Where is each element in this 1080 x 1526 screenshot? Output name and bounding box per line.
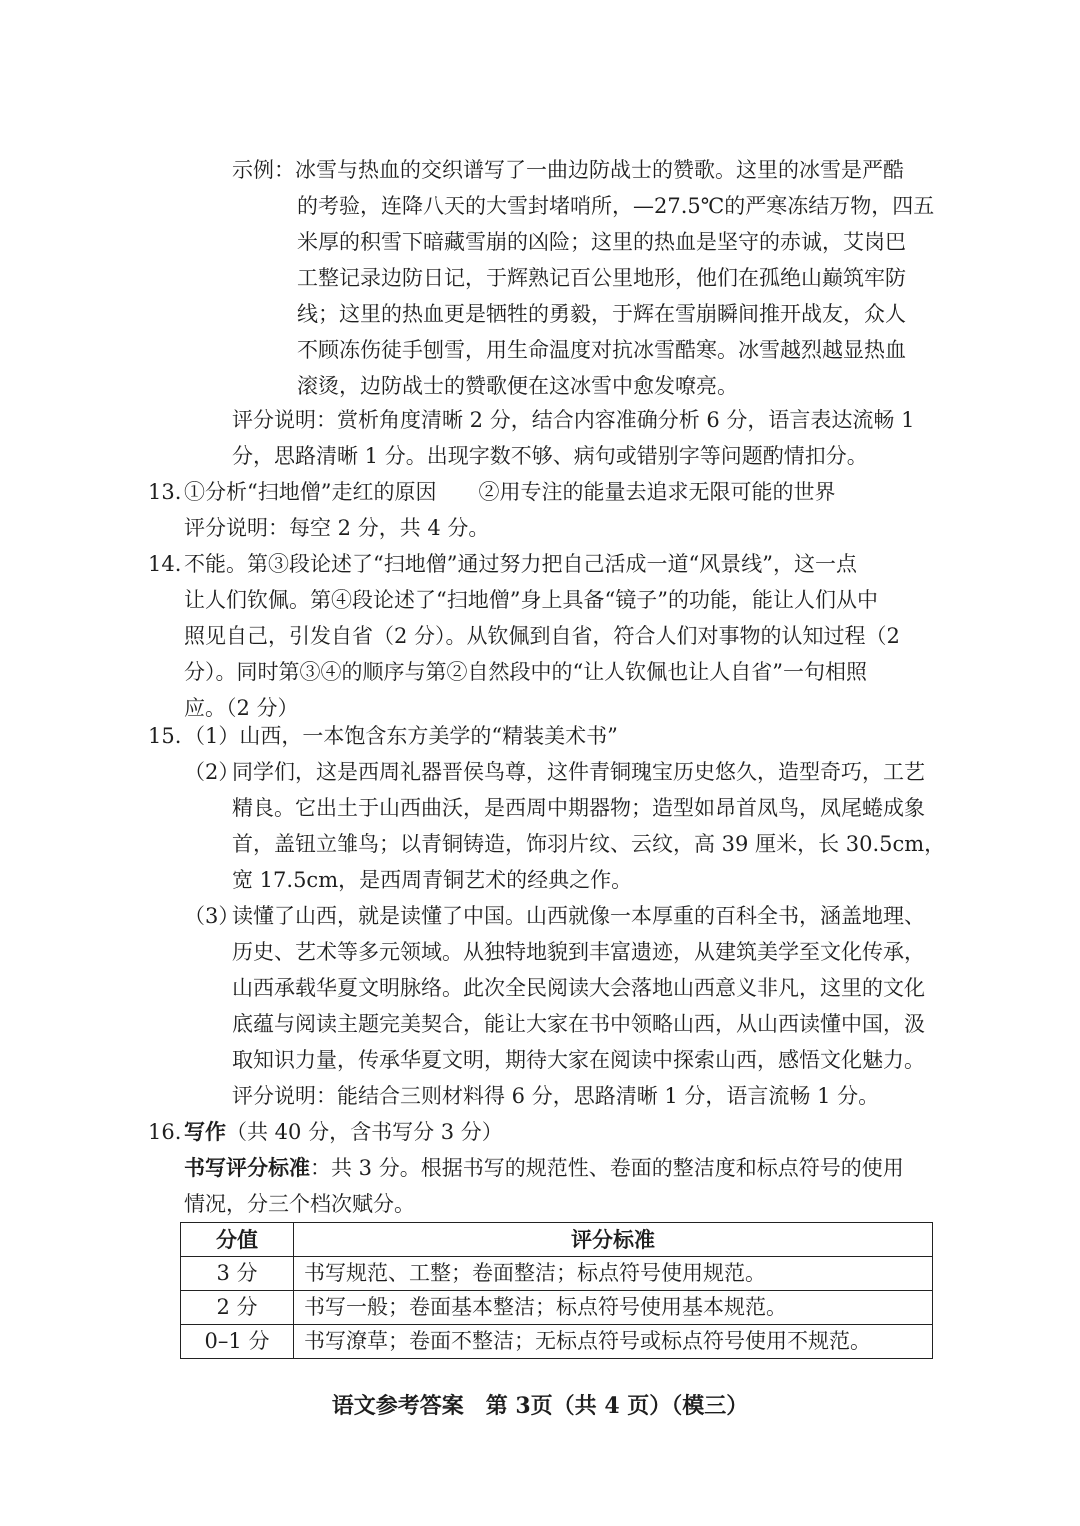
page-footer: 语文参考答案 第 3页（共 4 页）（模三） [331,1393,749,1419]
q15-line-1 [148,718,618,754]
q16-standard-label: 书写评分标准 [184,1155,310,1180]
table-cell-criteria: 书写一般；卷面基本整洁；标点符号使用基本规范。 [294,1291,933,1325]
example-line-2: 的考验，连降八天的大雪封堵哨所，—27.5℃的严寒冻结万物，四五 [297,194,935,218]
scoring-table [180,1222,933,1359]
table-row [181,1291,933,1325]
q15-part3-line-3: 山西承载华夏文明脉络。此次全民阅读大会落地山西意义非凡，这里的文化 [232,976,925,1000]
table-header-score: 分值 [181,1223,294,1257]
table-row [181,1257,933,1291]
q15-part3-scoring: 评分说明：能结合三则材料得 6 分，思路清晰 1 分，语言流畅 1 分。 [232,1084,880,1108]
table-header-criteria: 评分标准 [294,1223,933,1257]
q14-text-1: 不能。第③段论述了“扫地僧”通过努力把自己活成一道“风景线”，这一点 [184,552,857,576]
q15-part2-line-1: 同学们，这是西周礼器晋侯鸟尊，这件青铜瑰宝历史悠久，造型奇巧，工艺 [232,760,925,784]
q16-standard-line-2: 情况，分三个档次赋分。 [184,1192,415,1216]
q15-part1: （1）山西，一本饱含东方美学的“精装美术书” [184,724,618,748]
q15-part3-line-5: 取知识力量，传承华夏文明，期待大家在阅读中探索山西，感悟文化魅力。 [232,1048,925,1072]
q15-part2-line-4: 宽 17.5cm，是西周青铜艺术的经典之作。 [232,868,633,892]
q14-line-1 [148,546,857,582]
example-scoring-line-2: 分，思路清晰 1 分。出现字数不够、病句或错别字等问题酌情扣分。 [232,444,868,468]
table-cell-score: 3 分 [181,1257,294,1291]
q16-standard-line-1 [184,1150,904,1186]
q15-part3-line-4: 底蕴与阅读主题完美契合，能让大家在书中领略山西，从山西读懂中国，汲 [232,1012,925,1036]
table-cell-score: 2 分 [181,1291,294,1325]
q14-line-3: 照见自己，引发自省（2 分）。从钦佩到自省，符合人们对事物的认知过程（2 [184,624,900,648]
example-line-4: 工整记录边防日记，于辉熟记百公里地形，他们在孤绝山巅筑牢防 [297,266,906,290]
q13-number: 13. [148,480,182,504]
q15-part3-line-1: 读懂了山西，就是读懂了中国。山西就像一本厚重的百科全书，涵盖地理、 [232,904,925,928]
example-line-5: 线；这里的热血更是牺牲的勇毅，于辉在雪崩瞬间推开战友，众人 [297,302,906,326]
example-line-7: 滚烫，边防战士的赞歌便在这冰雪中愈发嘹亮。 [297,374,738,398]
example-line-6: 不顾冻伤徒手刨雪，用生命温度对抗冰雪酷寒。冰雪越烈越显热血 [297,338,906,362]
q13-scoring: 评分说明：每空 2 分，共 4 分。 [184,516,490,540]
q13-line [148,474,835,510]
q14-line-5: 应。（2 分） [184,696,299,720]
example-scoring-line-1: 评分说明：赏析角度清晰 2 分，结合内容准确分析 6 分，语言表达流畅 1 [232,408,915,432]
q16-title: 写作 [184,1119,226,1144]
q15-number: 15. [148,724,182,748]
table-cell-criteria: 书写潦草；卷面不整洁；无标点符号或标点符号使用不规范。 [294,1325,933,1359]
q15-part2-line-3: 首，盖钮立雏鸟；以青铜铸造，饰羽片纹、云纹，高 39 厘米，长 30.5cm， [232,832,946,856]
q14-line-2: 让人们钦佩。第④段论述了“扫地僧”身上具备“镜子”的功能，能让人们从中 [184,588,878,612]
q16-title-note: （共 40 分，含书写分 3 分） [226,1120,503,1144]
example-line-1: 示例：冰雪与热血的交织谱写了一曲边防战士的赞歌。这里的冰雪是严酷 [232,158,904,182]
q15-part2-label: （2） [184,760,240,784]
q16-standard-text: ：共 3 分。根据书写的规范性、卷面的整洁度和标点符号的使用 [310,1156,904,1180]
example-line-3: 米厚的积雪下暗藏雪崩的凶险；这里的热血是坚守的赤诚，艾岗巴 [297,230,906,254]
q16-title-line [148,1114,503,1150]
q15-part3-line-2: 历史、艺术等多元领域。从独特地貌到丰富遗迹，从建筑美学至文化传承， [232,940,925,964]
q16-number: 16. [148,1120,182,1144]
q15-part2-line-2: 精良。它出土于山西曲沃，是西周中期器物；造型如昂首凤鸟，凤尾蜷成象 [232,796,925,820]
table-cell-criteria: 书写规范、工整；卷面整洁；标点符号使用规范。 [294,1257,933,1291]
table-header-row [181,1223,933,1257]
table-cell-score: 0–1 分 [181,1325,294,1359]
q13-answer: ①分析“扫地僧”走红的原因 ②用专注的能量去追求无限可能的世界 [184,480,836,504]
table-row [181,1325,933,1359]
q14-number: 14. [148,552,182,576]
q15-part3-label: （3） [184,904,240,928]
q14-line-4: 分）。同时第③④的顺序与第②自然段中的“让人钦佩也让人自省”一句相照 [184,660,867,684]
